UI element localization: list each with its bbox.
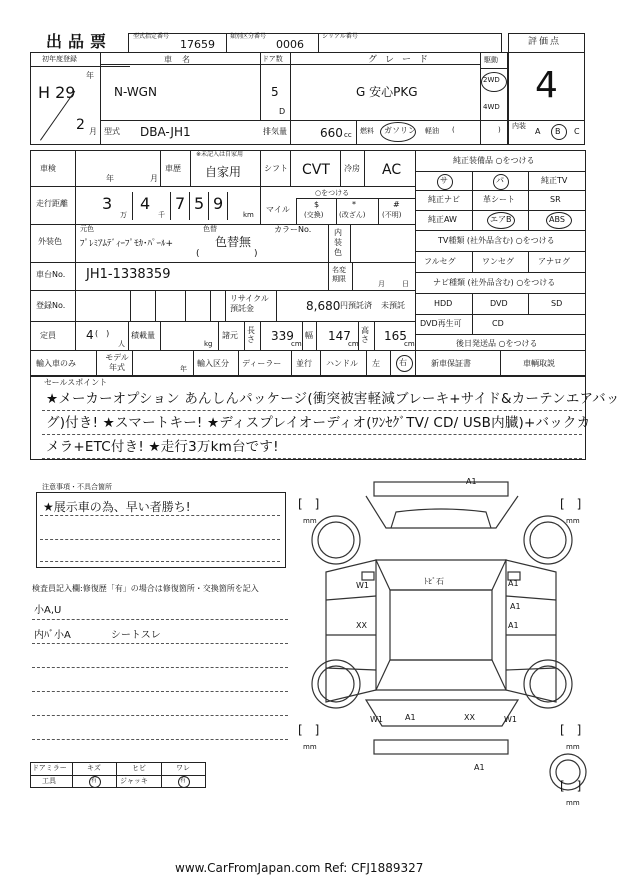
rear-window: [376, 660, 506, 690]
usage-value: 自家用: [205, 165, 242, 179]
inspection-year-unit: 年: [106, 174, 114, 183]
interior-label: 内装: [512, 122, 526, 130]
exterior-label: 外装色: [38, 237, 62, 246]
mileage-man: 万: [120, 211, 127, 219]
interior-a: A: [535, 127, 541, 136]
light-oil: 軽油: [425, 127, 439, 135]
rear-right-wheel: [524, 660, 572, 708]
inspector-line-1: 小A,U: [34, 605, 62, 616]
mileage-tampered: (改ざん): [339, 211, 366, 219]
mileage-digit-5: 9: [213, 194, 224, 213]
front-bumper: [374, 482, 508, 496]
accessory-tools-label: 工具: [42, 777, 56, 785]
usage-label: 車歴: [165, 164, 181, 173]
mileage-digit-3: 7: [175, 194, 186, 213]
cd-option: CD: [492, 319, 504, 328]
dealer-option: ディーラー: [242, 359, 282, 368]
length-value: 339: [271, 329, 294, 343]
navi-type-sd: SD: [551, 299, 563, 308]
rear-left-wheel: [312, 660, 360, 708]
mark-left-rear-door: XX: [356, 621, 367, 630]
car-name: N-WGN: [114, 85, 157, 99]
mark-windshield: ﾄﾋﾞ石: [424, 577, 444, 586]
mark-right-front-door: A1: [510, 602, 521, 611]
height-value: 165: [384, 329, 407, 343]
color-change-value: 色替無: [215, 235, 252, 249]
chassis-number: JH1-1338359: [86, 267, 171, 282]
accessory-jack-label: ジャッキ: [120, 777, 148, 785]
sales-line-3: メラ+ETC付き! ★走行3万km台です!: [46, 439, 279, 455]
registration-label: 登録No.: [36, 301, 66, 310]
mark-tailgate-right: XX: [464, 713, 475, 722]
original-color: ﾌﾟﾚﾐｱﾑﾃﾞｨｰﾌﾟﾓｶ･ﾊﾟｰﾙ+: [80, 239, 174, 249]
ac-value: AC: [382, 162, 402, 178]
model-label: 型式: [104, 127, 120, 136]
ac-label: 冷房: [344, 164, 360, 173]
mm-spare: mm: [566, 799, 580, 807]
fuel-label: 燃料: [360, 127, 374, 135]
fuel-value: ガソリン: [384, 126, 416, 135]
drive-label: 駆動: [484, 56, 498, 64]
handle-label: ハンドル: [326, 359, 358, 368]
footer-watermark: www.CarFromJapan.com Ref: CFJ1889327: [175, 861, 424, 875]
mileage-unknown: (不明): [382, 211, 402, 219]
recycle-label: リサイクル預託金: [230, 294, 269, 313]
interior-b: B: [555, 127, 561, 136]
drive-4wd: 4WD: [483, 103, 500, 111]
doors-value: 5: [271, 85, 279, 99]
load-unit: kg: [204, 340, 213, 348]
accessory-header-break: ワレ: [176, 764, 190, 772]
handle-right: 右: [399, 358, 407, 367]
inspection-month-unit: 月: [150, 174, 158, 183]
accessory-header-mirror: ドアミラー: [32, 764, 67, 772]
score-value: 4: [535, 65, 558, 106]
model-value: DBA-JH1: [140, 125, 191, 139]
equipment-tv: 純正TV: [541, 176, 568, 185]
tv-type-oneseg: ワンセグ: [482, 257, 514, 266]
mm-rear-right: mm: [566, 743, 580, 751]
first-reg-year: H 29: [38, 83, 76, 102]
parallel-option: 並行: [296, 359, 312, 368]
sales-line-2: グ)付き! ★スマートキー! ★ディスプレイオーディオ(ﾜﾝｾｸﾞTV/ CD/ USB内臓)+バックカ: [46, 415, 591, 431]
model-designation: 17659: [180, 38, 215, 51]
displacement-value: 660: [320, 126, 343, 140]
color-change-label: 色替: [203, 225, 217, 233]
mark-left-quarter: W1: [370, 715, 383, 724]
doors-label: ドア数: [262, 55, 283, 63]
import-label: 輸入車のみ: [36, 359, 76, 368]
bracket-front-left: [ ]: [298, 497, 320, 511]
handle-left: 左: [372, 359, 380, 368]
mileage-circle-label: ○をつける: [315, 189, 350, 197]
accessory-header-scratch: キズ: [87, 764, 101, 772]
mm-rear-left: mm: [303, 743, 317, 751]
mark-right-quarter: W1: [504, 715, 517, 724]
name-change-label: 名変期限: [332, 266, 346, 283]
genuine-label: 純正装備品 ○をつける: [453, 156, 535, 165]
sales-label: セールスポイント: [44, 378, 108, 387]
chassis-label: 車台No.: [36, 270, 66, 279]
length-label: 長さ: [247, 326, 255, 344]
tv-type-analog: アナログ: [538, 257, 570, 266]
interior-c: C: [574, 127, 580, 136]
recycle-amount: 8,680: [306, 299, 341, 313]
inspector-line-2: 内ﾊﾞ小A シートスレ: [34, 630, 161, 641]
displacement-label: 排気量: [263, 127, 287, 136]
front-right-wheel: [524, 516, 572, 564]
model-year-label: モデル年式: [105, 353, 129, 372]
equipment-sunroof-sr: SR: [550, 195, 561, 204]
equipment-sunroof: サ: [440, 176, 448, 185]
model-designation-label: 型式指定番号: [133, 33, 170, 40]
capacity-label: 定員: [40, 331, 56, 340]
recycle-unpaid: 未預託: [381, 301, 405, 310]
bracket-rear-left: [ ]: [298, 723, 320, 737]
load-label: 積載量: [131, 331, 155, 340]
size-label: 諸元: [222, 331, 238, 340]
doc-label: 後日発送品 ○をつける: [456, 339, 538, 348]
shift-label: シフト: [264, 164, 288, 173]
mileage-digit-4: 5: [194, 194, 205, 213]
score-label: 評価点: [528, 37, 562, 47]
equipment-power-window: パ: [496, 176, 504, 185]
mileage-exchange: (交換): [304, 211, 324, 219]
name-change-month: 月: [378, 280, 385, 288]
equipment-airbag: エアB: [490, 215, 512, 224]
sales-line-1: ★メーカーオプション あんしんパッケージ(衝突被害軽減ブレーキ+サイド&カーテンエアバッ: [46, 391, 620, 407]
dollar-sign: $: [314, 200, 320, 209]
inspection-label: 車検: [40, 164, 56, 173]
first-reg-month: 2: [76, 117, 85, 133]
mile-label: マイル: [266, 205, 290, 214]
warranty-doc: 新車保証書: [431, 359, 471, 368]
height-label: 高さ: [361, 326, 369, 344]
capacity-unit: 人: [118, 340, 125, 348]
width-label: 幅: [305, 331, 313, 340]
front-left-wheel: [312, 516, 360, 564]
color-code-label: カラーNo.: [274, 225, 312, 234]
drive-2wd: 2WD: [483, 76, 500, 84]
mark-left-front-door: W1: [356, 581, 369, 590]
rear-bumper: [374, 740, 508, 754]
year-unit: 年: [86, 71, 94, 80]
mileage-digit-1: 3: [102, 194, 113, 213]
first-reg-label: 初年度登録: [42, 55, 77, 63]
equipment-navi: 純正ナビ: [428, 195, 460, 204]
inspector-label: 検査員記入欄:修復歴「有」の場合は修復箇所・交換箇所を記入: [32, 584, 259, 593]
car-name-label: 車名: [164, 55, 200, 64]
serial-label: シリアル番号: [322, 33, 358, 40]
mileage-digit-2: 4: [140, 194, 151, 213]
displacement-unit: cc: [344, 131, 352, 139]
mark-tailgate-left: A1: [405, 713, 416, 722]
usage-note: ※未記入は自家用: [196, 151, 244, 158]
category-label: 類別区分番号: [230, 33, 267, 40]
mileage-label: 走行距離: [36, 199, 68, 208]
bracket-rear-right: [ ]: [560, 723, 582, 737]
mark-rear-bumper: A1: [474, 763, 485, 772]
import-class-label: 輸入区分: [197, 359, 229, 368]
original-color-label: 元色: [80, 225, 94, 233]
jack-present: 有: [180, 777, 187, 784]
month-unit: 月: [89, 127, 97, 136]
length-unit: cm: [291, 340, 302, 348]
shift-value: CVT: [302, 162, 330, 178]
bracket-front-right: [ ]: [560, 497, 582, 511]
recycle-status: 円預託済: [340, 301, 372, 310]
equipment-leather: 革シート: [483, 195, 515, 204]
sheet-title: 出品票: [46, 32, 113, 51]
tv-type-label: TV種類 (社外品含む) ○をつける: [438, 236, 555, 245]
accessory-header-crack: ヒビ: [132, 764, 146, 772]
mark-right-rear-door: A1: [508, 621, 519, 630]
width-unit: cm: [348, 340, 359, 348]
height-unit: cm: [404, 340, 415, 348]
category-number: 0006: [276, 38, 304, 51]
grade-label: グレード: [368, 55, 437, 65]
manual-doc: 車輌取説: [523, 359, 555, 368]
interior-color-label: 内装色: [334, 228, 342, 257]
notes-label: 注意事項・不具合箇所: [42, 483, 112, 491]
door-suffix: D: [279, 107, 286, 116]
mileage-sen: 千: [158, 211, 165, 219]
model-year-unit: 年: [180, 365, 187, 373]
bracket-spare: [ ]: [560, 779, 582, 793]
dvd-label: DVD再生可: [420, 319, 462, 328]
mm-front-right: mm: [566, 517, 580, 525]
tailgate: [366, 700, 518, 726]
navi-type-dvd: DVD: [490, 299, 508, 308]
capacity-value: 4: [86, 328, 94, 342]
width-value: 147: [328, 329, 351, 343]
mark-right-fender: A1: [508, 579, 519, 588]
roof: [390, 590, 492, 660]
navi-type-hdd: HDD: [434, 299, 453, 308]
mileage-km: km: [243, 211, 254, 219]
equipment-aw: 純正AW: [428, 215, 457, 224]
mm-front-left: mm: [303, 517, 317, 525]
notes-text: ★展示車の為、早い者勝ち!: [43, 500, 191, 514]
grade-value: G 安心PKG: [356, 85, 418, 99]
equipment-abs: ABS: [549, 215, 565, 224]
mark-front-bumper: A1: [466, 477, 477, 486]
tv-type-fullseg: フルセグ: [424, 257, 456, 266]
navi-type-label: ナビ種類 (社外品含む) ○をつける: [433, 278, 556, 287]
hood: [366, 496, 518, 528]
tools-present: 有: [91, 777, 98, 784]
car-damage-diagram: [296, 472, 596, 822]
